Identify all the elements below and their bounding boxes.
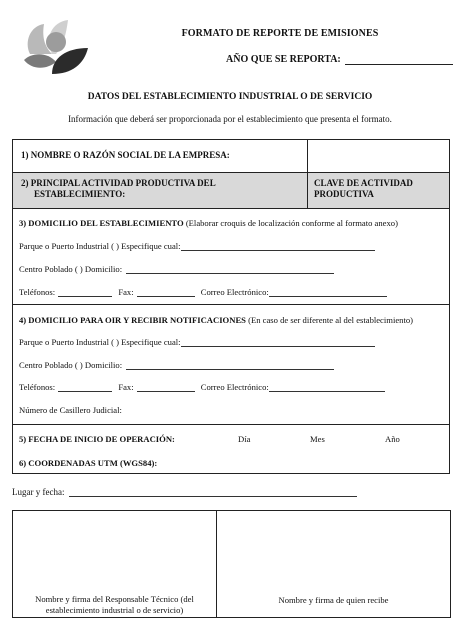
start-date-label: 5) FECHA DE INICIO DE OPERACIÓN: xyxy=(19,434,175,444)
main-activity-cell[interactable] xyxy=(13,173,307,208)
receiver-caption: Nombre y firma de quien recibe xyxy=(278,595,389,605)
establishment-form xyxy=(12,139,450,474)
technical-responsible-caption: Nombre y firma del Responsable Técnico (del establecimiento industrial o de servicio) xyxy=(35,594,194,615)
row-divider xyxy=(13,424,449,425)
notification-contact-fields[interactable]: Teléfonos: Fax: Correo Electrónico: xyxy=(19,382,385,392)
activity-code-cell[interactable] xyxy=(308,173,449,208)
judicial-locker-field[interactable]: Número de Casillero Judicial: xyxy=(19,405,122,415)
address-industrial-park-field[interactable]: Parque o Puerto Industrial ( ) Especifique cual: xyxy=(19,241,375,251)
start-year-field[interactable]: Año xyxy=(385,434,400,444)
activity-code-label-2: PRODUCTIVA xyxy=(314,189,374,199)
report-year-line[interactable] xyxy=(345,54,453,65)
address-contact-fields[interactable]: Teléfonos: Fax: Correo Electrónico: xyxy=(19,287,387,297)
section-info: Información que deberá ser proporcionada por el establecimiento que presenta el formato. xyxy=(68,114,392,124)
activity-code-label-1: CLAVE DE ACTIVIDAD xyxy=(314,178,413,188)
place-date-label: Lugar y fecha: xyxy=(12,487,65,497)
company-name-label: 1) NOMBRE O RAZÓN SOCIAL DE LA EMPRESA: xyxy=(21,150,230,160)
notification-industrial-park-field[interactable]: Parque o Puerto Industrial ( ) Especifique cual: xyxy=(19,337,375,347)
notification-town-field[interactable]: Centro Poblado ( ) Domicilio: xyxy=(19,360,334,370)
main-activity-label-2: ESTABLECIMIENTO: xyxy=(34,189,126,199)
signature-box xyxy=(12,510,451,618)
company-name-value-cell[interactable] xyxy=(308,140,449,172)
report-year-label: AÑO QUE SE REPORTA: xyxy=(226,54,341,65)
place-date-field[interactable] xyxy=(12,487,357,497)
row-divider xyxy=(13,208,449,209)
report-year-field[interactable] xyxy=(226,54,453,65)
place-date-line[interactable] xyxy=(69,487,357,497)
start-day-field[interactable]: Día xyxy=(238,434,251,444)
main-activity-label-1: 2) PRINCIPAL ACTIVIDAD PRODUCTIVA DEL xyxy=(21,178,216,188)
address-town-field[interactable]: Centro Poblado ( ) Domicilio: xyxy=(19,264,334,274)
leaf-logo-icon xyxy=(22,16,92,78)
notification-section-title: 4) DOMICILIO PARA OIR Y RECIBIR NOTIFICACIONES (En caso de ser diferente al del establecimiento) xyxy=(19,315,413,325)
utm-coordinates-label: 6) COORDENADAS UTM (WGS84): xyxy=(19,458,158,468)
start-month-field[interactable]: Mes xyxy=(310,434,325,444)
form-title: FORMATO DE REPORTE DE EMISIONES xyxy=(181,28,379,39)
row-divider xyxy=(13,304,449,305)
address-section-title: 3) DOMICILIO DEL ESTABLECIMIENTO (Elaborar croquis de localización conforme al formato anexo) xyxy=(19,218,398,228)
section-title: DATOS DEL ESTABLECIMIENTO INDUSTRIAL O DE SERVICIO xyxy=(87,92,373,102)
